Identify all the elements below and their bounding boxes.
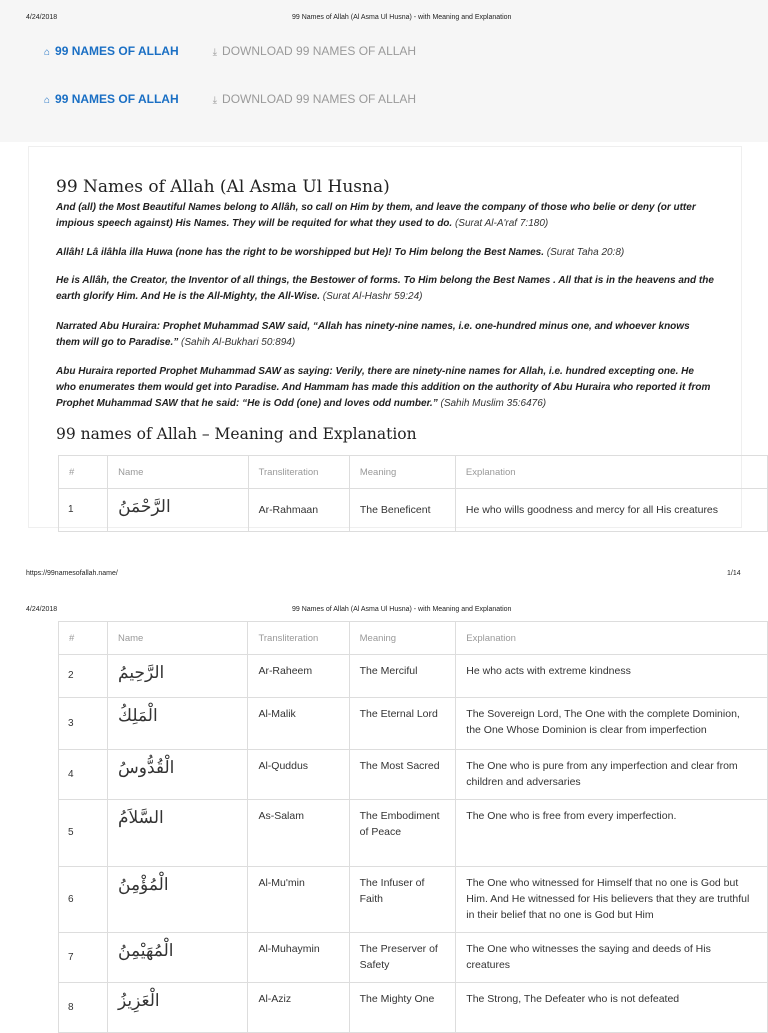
table-row: 8 الْعَزِيزُ Al-Aziz The Mighty One The Strong, The Defeater who is not defeated xyxy=(59,983,768,1033)
table-row: 3 الْمَلِكُ Al-Malik The Eternal Lord The Sovereign Lord, The One with the complete Dominion, the One Whose Dominion is clear from imperfection xyxy=(59,698,768,750)
header-band xyxy=(0,0,768,142)
header-meaning: Meaning xyxy=(349,456,455,489)
quote-5: Abu Huraira reported Prophet Muhammad SAW as saying: Verily, there are ninety-nine names for Allah, i.e. hundred excepting one. He who enumerates them would get into Paradise. And Hammam has made this addition on the authority of Abu Huraira who reported it from Prophet Muhammad SAW that he said: “He is Odd (one) and loves odd number.” (Sahih Muslim 35:6476) xyxy=(56,366,711,409)
header-num: # xyxy=(59,622,108,655)
table-row: 2 الرَّحِيمُ Ar-Raheem The Merciful He who acts with extreme kindness xyxy=(59,655,768,698)
section-title: 99 names of Allah – Meaning and Explanation xyxy=(56,425,417,443)
page-title: 99 Names of Allah (Al Asma Ul Husna) xyxy=(56,177,390,197)
header-explanation: Explanation xyxy=(456,622,768,655)
quote-2: Allâh! Lâ ilâhla illa Huwa (none has the right to be worshipped but He)! To Him belong the Best Names. (Surat Taha 20:8) xyxy=(56,247,625,258)
home-icon: ⌂ xyxy=(44,95,51,106)
nav-bar-2 xyxy=(44,92,416,106)
download-icon: ⤓ xyxy=(212,95,218,106)
table-row: 4 الْقُدُّوسُ Al-Quddus The Most Sacred The One who is pure from any imperfection and clear from children and adversaries xyxy=(59,750,768,800)
home-icon: ⌂ xyxy=(44,47,51,58)
header-explanation: Explanation xyxy=(455,456,767,489)
table-row: 6 الْمُؤْمِنُ Al-Mu'min The Infuser of Faith The One who witnessed for Himself that no one is God but Him. And He witnessed for His believers that they are truthful in their belief that no one is God but Him xyxy=(59,867,768,933)
table-header-row xyxy=(59,456,768,489)
names-table-page1 xyxy=(58,455,768,532)
footer-url: https://99namesofallah.name/ xyxy=(26,570,118,577)
names-table-page2 xyxy=(58,621,768,1033)
print-date: 4/24/2018 xyxy=(26,14,58,21)
print-title-2: 99 Names of Allah (Al Asma Ul Husna) - with Meaning and Explanation xyxy=(292,606,512,613)
quote-4: Narrated Abu Huraira: Prophet Muhammad SAW said, “Allah has ninety-nine names, i.e. one-hundred minus one, and whoever knows them will go to Paradise.” (Sahih Al-Bukhari 50:894) xyxy=(56,321,690,348)
print-date-2: 4/24/2018 xyxy=(26,606,58,613)
table-header-row xyxy=(59,622,768,655)
nav-download-link[interactable]: ⤓ DOWNLOAD 99 NAMES OF ALLAH xyxy=(212,92,417,106)
header-translit: Transliteration xyxy=(248,456,349,489)
nav-bar-1 xyxy=(44,44,416,58)
table-row: 7 الْمُهَيْمِنُ Al-Muhaymin The Preserver of Safety The One who witnesses the saying and deeds of His creatures xyxy=(59,933,768,983)
footer-page: 1/14 xyxy=(727,570,741,577)
table-row: 1 الرَّحْمَنُ Ar-Rahmaan The Beneficent He who wills goodness and mercy for all His creatures xyxy=(59,489,768,532)
download-icon: ⤓ xyxy=(212,47,218,58)
print-title: 99 Names of Allah (Al Asma Ul Husna) - with Meaning and Explanation xyxy=(292,14,512,21)
nav-home-link[interactable]: ⌂ 99 NAMES OF ALLAH xyxy=(44,92,179,106)
quote-1: And (all) the Most Beautiful Names belong to Allâh, so call on Him by them, and leave the company of those who belie or deny (or utter impious speech against) His Names. They will be requited for what they used to do. (Surat Al-A'raf 7:180) xyxy=(56,202,696,229)
quote-3: He is Allâh, the Creator, the Inventor of all things, the Bestower of forms. To Him belong the Best Names . All that is in the heavens and the earth glorify Him. And He is the All-Mighty, the All-Wise. (Surat Al-Hashr 59:24) xyxy=(56,275,714,302)
header-num: # xyxy=(59,456,108,489)
header-name: Name xyxy=(108,622,248,655)
nav-home-link[interactable]: ⌂ 99 NAMES OF ALLAH xyxy=(44,44,179,58)
header-name: Name xyxy=(108,456,248,489)
header-meaning: Meaning xyxy=(349,622,456,655)
table-row: 5 السَّلاَمُ As-Salam The Embodiment of Peace The One who is free from every imperfection. xyxy=(59,800,768,867)
nav-download-link[interactable]: ⤓ DOWNLOAD 99 NAMES OF ALLAH xyxy=(212,44,417,58)
header-translit: Transliteration xyxy=(248,622,349,655)
